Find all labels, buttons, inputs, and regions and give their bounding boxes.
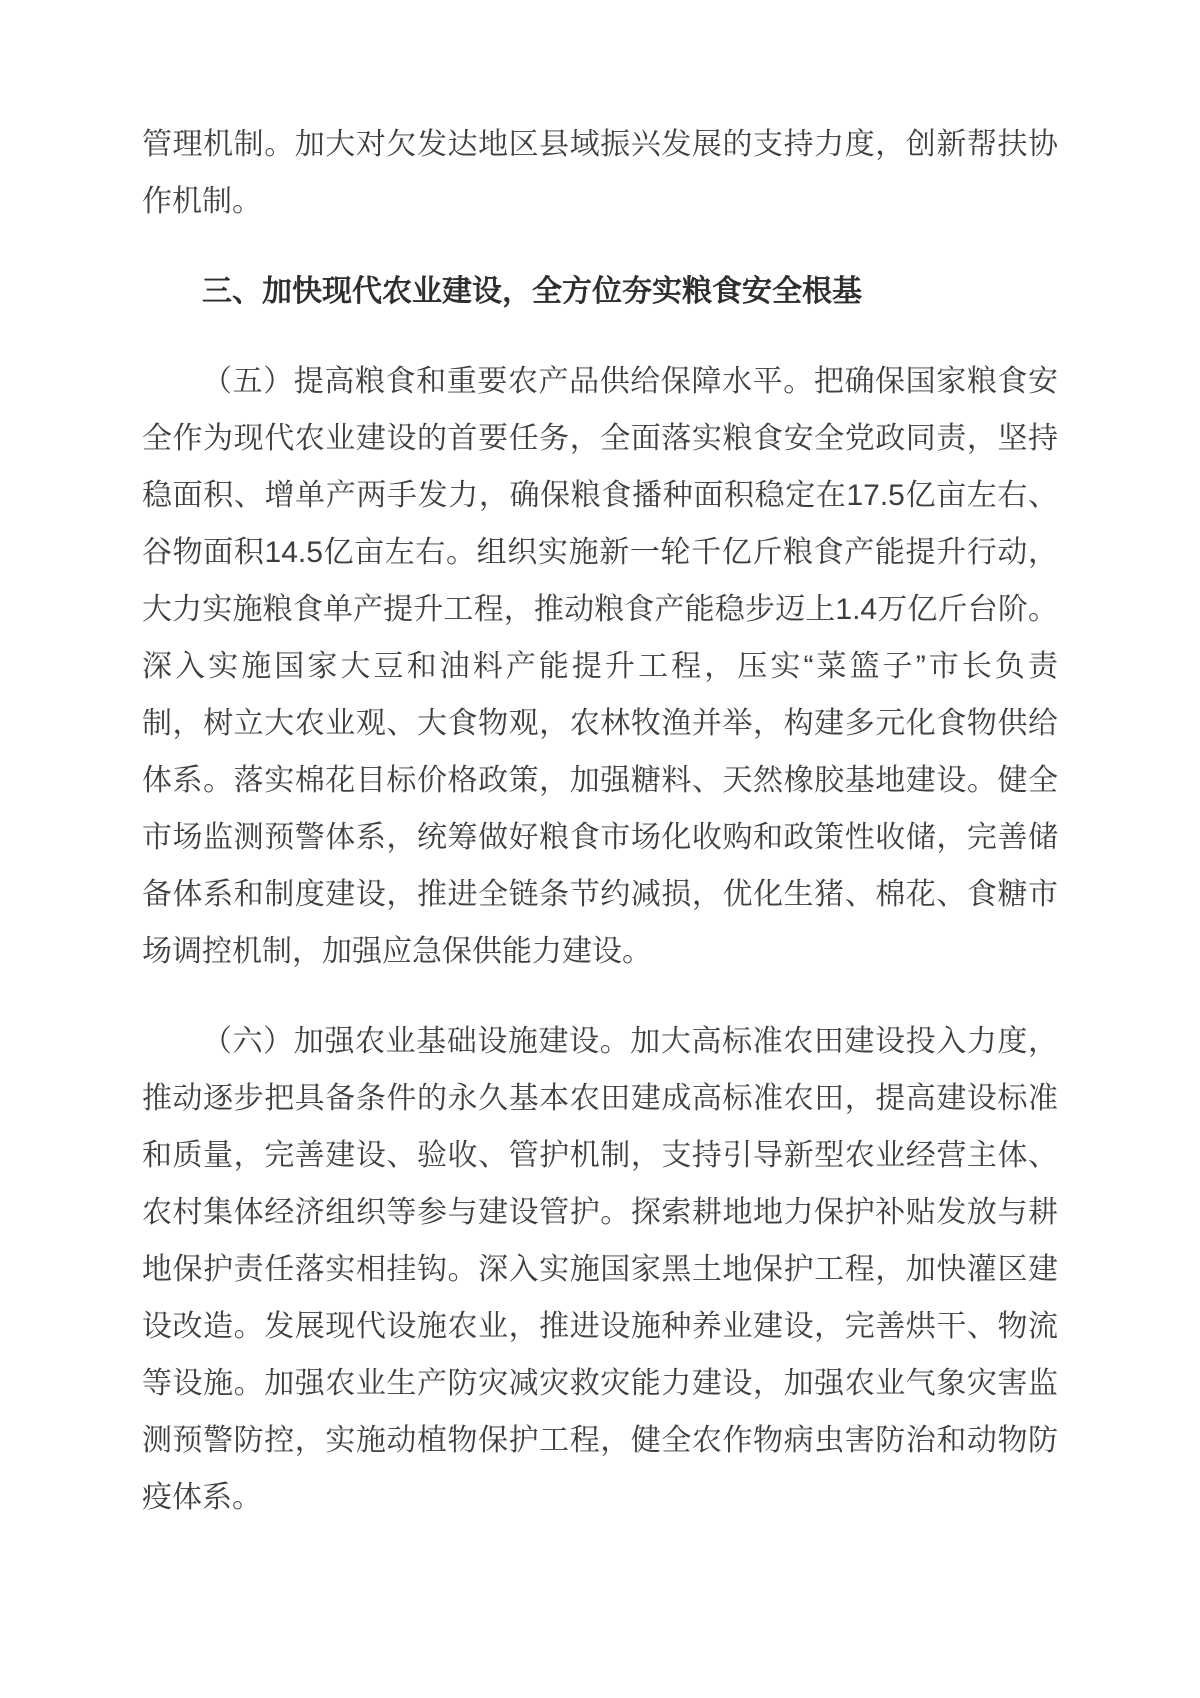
text-line: 农村集体经济组织等参与建设管护。探索耕地地力保护补贴发放与耕 [142,1196,1058,1229]
document-body [142,116,1058,1526]
text-line: 大力实施粮食单产提升工程，推动粮食产能稳步迈上1.4万亿斤台阶。 [142,593,1058,626]
text-line: （六）加强农业基础设施建设。加大高标准农田建设投入力度， [202,1025,1058,1058]
paragraph [142,1013,1058,1526]
text-line: 场调控机制，加强应急保供能力建设。 [142,935,652,968]
text-line: 备体系和制度建设，推进全链条节约减损，优化生猪、棉花、食糖市 [142,878,1058,911]
paragraph [142,116,1058,230]
text-line: 全作为现代农业建设的首要任务，全面落实粮食安全党政同责，坚持 [142,422,1058,455]
text-line: 体系。落实棉花目标价格政策，加强糖料、天然橡胶基地建设。健全 [142,764,1058,797]
text-line: 深入实施国家大豆和油料产能提升工程，压实“菜篮子”市长负责 [142,650,1058,683]
text-line: 地保护责任落实相挂钩。深入实施国家黑土地保护工程，加快灌区建 [142,1253,1058,1286]
text-line: 稳面积、增单产两手发力，确保粮食播种面积稳定在17.5亿亩左右、 [142,479,1058,512]
text-line: 测预警防控，实施动植物保护工程，健全农作物病虫害防治和动物防 [142,1424,1058,1457]
text-line: 疫体系。 [142,1481,262,1514]
paragraph [142,353,1058,980]
text-line: 谷物面积14.5亿亩左右。组织实施新一轮千亿斤粮食产能提升行动， [142,536,1058,569]
text-line: 管理机制。加大对欠发达地区县域振兴发展的支持力度，创新帮扶协 [142,128,1058,161]
text-line: （五）提高粮食和重要农产品供给保障水平。把确保国家粮食安 [202,365,1058,398]
text-line: 制，树立大农业观、大食物观，农林牧渔并举，构建多元化食物供给 [142,707,1058,740]
text-line: 和质量，完善建设、验收、管护机制，支持引导新型农业经营主体、 [142,1139,1058,1172]
text-line: 市场监测预警体系，统筹做好粮食市场化收购和政策性收储，完善储 [142,821,1058,854]
heading-text-line: 三、加快现代农业建设，全方位夯实粮食安全根基 [202,275,862,308]
text-line: 等设施。加强农业生产防灾减灾救灾能力建设，加强农业气象灾害监 [142,1367,1058,1400]
section-heading [142,263,1058,320]
text-line: 作机制。 [142,185,262,218]
text-line: 推动逐步把具备条件的永久基本农田建成高标准农田，提高建设标准 [142,1082,1058,1115]
text-line: 设改造。发展现代设施农业，推进设施种养业建设，完善烘干、物流 [142,1310,1058,1343]
